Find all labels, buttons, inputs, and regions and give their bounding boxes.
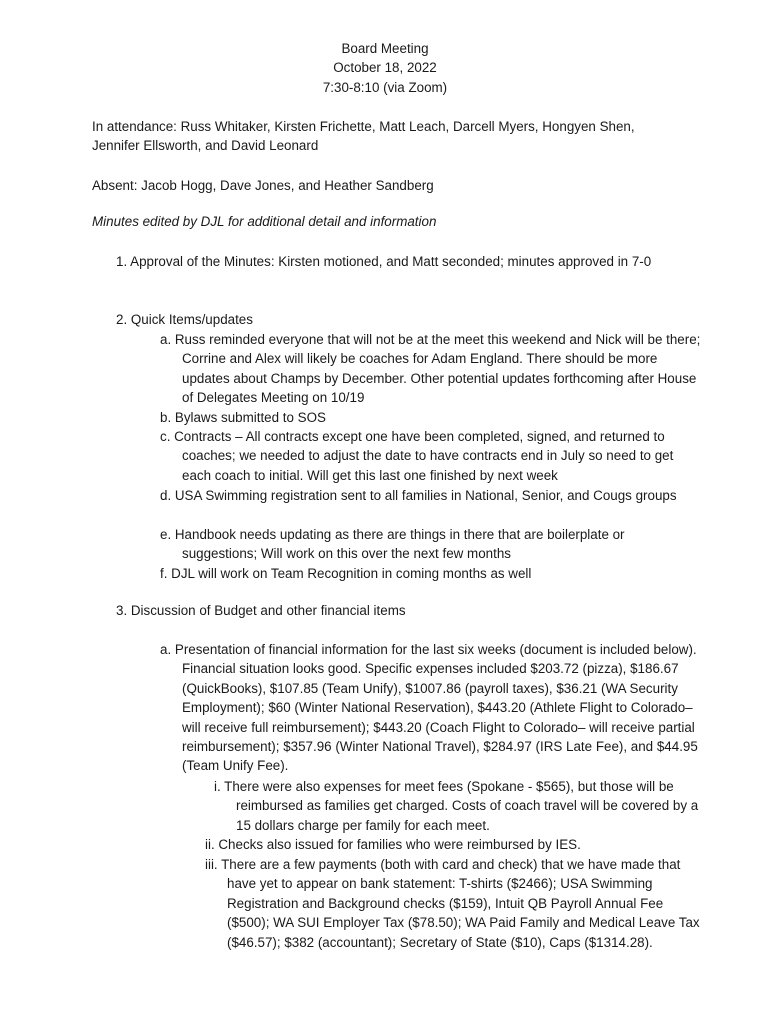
absent-paragraph: Absent: Jacob Hogg, Dave Jones, and Heather Sandberg — [92, 178, 434, 193]
list-item: e. Handbook needs updating as there are things in there that are boilerplate or suggestions; Will work on this over the next few months — [160, 527, 625, 562]
item-budget-discussion: 3. Discussion of Budget and other financial items — [116, 603, 406, 618]
meeting-date: October 18, 2022 — [333, 60, 437, 76]
list-item: a. Presentation of financial information for the last six weeks (document is included below). Financial situation looks good. Specific expenses included $203.72 (pizza), $186.67 (QuickBooks), $107.85 (Team Unify), $1007.86 (payroll taxes), $36.21 (WA Security Employment); $60 (Winter National Reservation), $443.20 (Athlete Flight to Colorado– will receive full reimbursement); $443.20 (Coach Flight to Colorado– will receive partial reimbursement); $357.96 (Winter National Travel), $284.97 (IRS Late Fee), and $44.95 (Team Unify Fee). — [160, 642, 698, 774]
document-header — [0, 39, 770, 97]
editor-note: Minutes edited by DJL for additional detail and information — [92, 214, 437, 229]
attendance-paragraph: In attendance: Russ Whitaker, Kirsten Frichette, Matt Leach, Darcell Myers, Hongyen Shen, Jennifer Ellsworth, and David Leonard — [92, 119, 635, 154]
list-item: f. DJL will work on Team Recognition in coming months as well — [160, 566, 532, 581]
list-item: iii. There are a few payments (both with card and check) that we have made that have yet to appear on bank statement: T-shirts ($2466); USA Swimming Registration and Background checks ($159), Intuit QB Payroll Annual Fee ($500); WA SUI Employer Tax ($78.50); WA Paid Family and Medical Leave Tax ($46.57); $382 (accountant); Secretary of State ($10), Caps ($1314.28). — [205, 857, 700, 950]
meeting-time: 7:30-8:10 (via Zoom) — [322, 79, 448, 95]
list-item: d. USA Swimming registration sent to all families in National, Senior, and Cougs groups — [160, 488, 677, 503]
document-title: Board Meeting — [341, 41, 429, 56]
list-item: b. Bylaws submitted to SOS — [160, 410, 326, 425]
list-item: c. Contracts – All contracts except one have been completed, signed, and returned to coaches; we needed to adjust the date to have contracts end in July so need to get each coach to initial. Will get this last one finished by next week — [160, 429, 674, 483]
item-approval-minutes: 1. Approval of the Minutes: Kirsten motioned, and Matt seconded; minutes approved in 7-0 — [116, 254, 652, 269]
list-item: ii. Checks also issued for families who were reimbursed by IES. — [205, 837, 581, 852]
list-item: i. There were also expenses for meet fees (Spokane - $565), but those will be reimbursed as families get charged. Costs of coach travel will be covered by a 15 dollars charge per family for each meet. — [214, 779, 699, 833]
list-item: a. Russ reminded everyone that will not be at the meet this weekend and Nick will be there; Corrine and Alex will likely be coaches for Adam England. There should be more updates about Champs by December. Other potential updates forthcoming after House of Delegates Meeting on 10/19 — [160, 332, 701, 406]
item-quick-updates: 2. Quick Items/updates — [116, 312, 253, 327]
